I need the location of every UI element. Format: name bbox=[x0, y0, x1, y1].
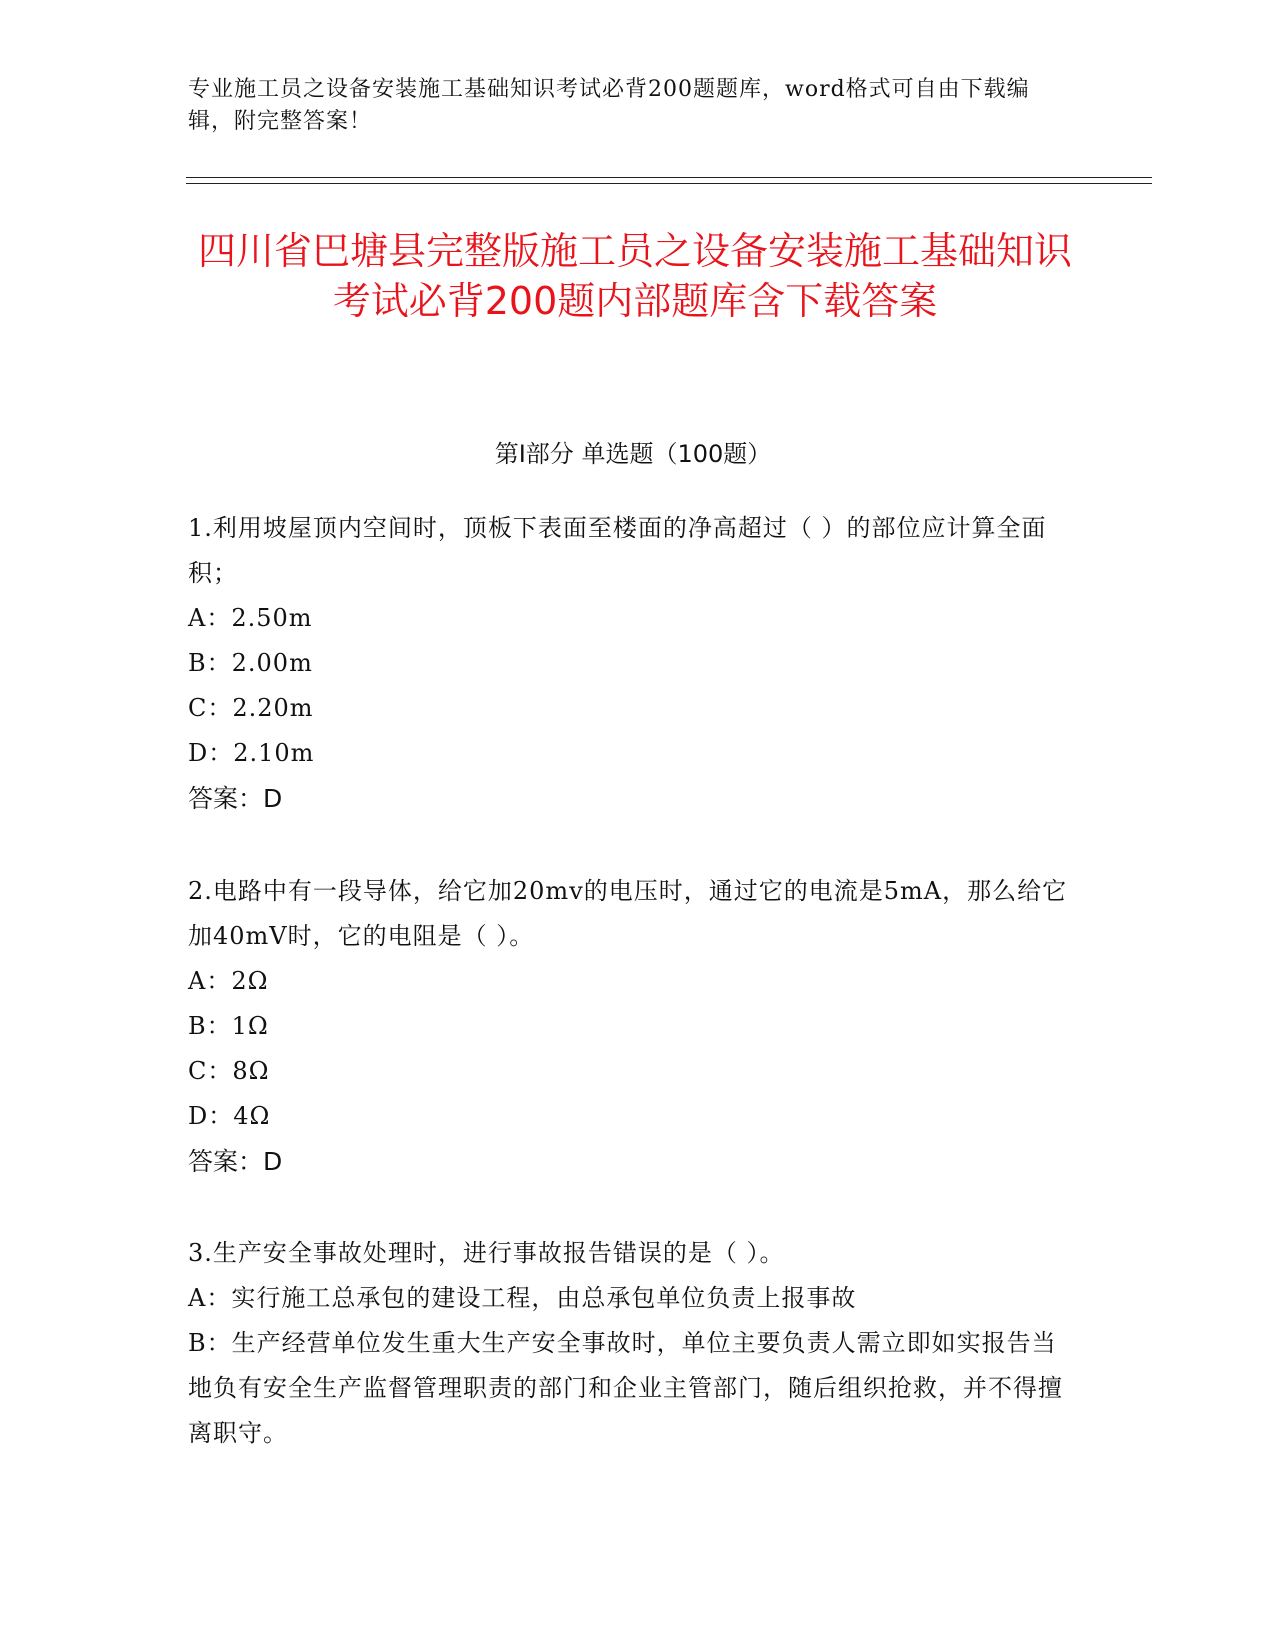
header-divider-top bbox=[186, 177, 1152, 178]
question-3 bbox=[188, 1231, 1078, 1456]
option-b: B：生产经营单位发生重大生产安全事故时，单位主要负责人需立即如实报告当地负有安全生产监督管理职责的部门和企业主管部门，随后组织抢救，并不得擅离职守。 bbox=[188, 1329, 1063, 1447]
option-a: A：2Ω bbox=[188, 967, 269, 995]
option-a: A：实行施工总承包的建设工程，由总承包单位负责上报事故 bbox=[188, 1284, 857, 1312]
option-d: D：4Ω bbox=[188, 1102, 271, 1130]
answer: 答案：D bbox=[188, 1147, 283, 1176]
header-divider-bottom bbox=[186, 183, 1152, 184]
option-d: D：2.10m bbox=[188, 739, 315, 767]
option-a: A：2.50m bbox=[188, 604, 313, 632]
document-title: 四川省巴塘县完整版施工员之设备安装施工基础知识考试必背200题内部题库含下载答案 bbox=[197, 229, 1072, 323]
question-text: 2.电路中有一段导体，给它加20mv的电压时，通过它的电流是5mA，那么给它加40mV时，它的电阻是（ ）。 bbox=[188, 877, 1068, 950]
option-c: C：8Ω bbox=[188, 1057, 270, 1085]
header-note: 专业施工员之设备安装施工基础知识考试必背200题题库，word格式可自由下载编辑，附完整答案！ bbox=[188, 77, 1030, 134]
section-title: 第Ⅰ部分 单选题（100题） bbox=[494, 440, 772, 468]
option-b: B：2.00m bbox=[188, 649, 313, 677]
question-text: 1.利用坡屋顶内空间时，顶板下表面至楼面的净高超过（ ）的部位应计算全面积； bbox=[188, 514, 1047, 587]
option-b: B：1Ω bbox=[188, 1012, 269, 1040]
question-1 bbox=[188, 506, 1078, 821]
option-c: C：2.20m bbox=[188, 694, 314, 722]
question-2 bbox=[188, 869, 1078, 1184]
answer: 答案：D bbox=[188, 784, 283, 813]
question-text: 3.生产安全事故处理时，进行事故报告错误的是（ ）。 bbox=[188, 1239, 785, 1267]
